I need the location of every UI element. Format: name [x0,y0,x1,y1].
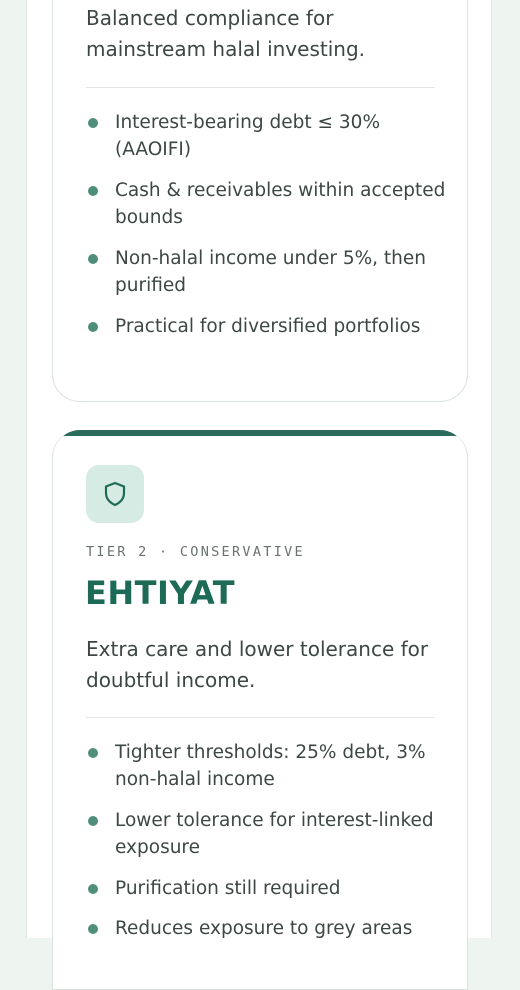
list-item [86,313,446,340]
card-accent-bar [53,430,467,436]
tier-card-balanced [52,0,468,402]
feature-text: Reduces exposure to grey areas [115,918,413,939]
divider [86,87,435,88]
list-item [86,109,446,163]
tier-label: TIER 2 · CONSERVATIVE [86,544,305,560]
list-item [86,807,446,861]
list-item [86,875,446,902]
feature-list [86,739,446,942]
feature-text: Non-halal income under 5%, then purified [115,248,427,296]
bullet-dot-icon [88,186,98,196]
feature-text: Lower tolerance for interest-linked exposure [115,810,434,858]
tier-description: Balanced compliance for mainstream halal investing. [86,6,365,61]
feature-text: Tighter thresholds: 25% debt, 3% non-halal income [115,742,426,790]
tier-card-ehtiyat[interactable] [52,430,468,990]
bullet-dot-icon [88,322,98,332]
bullet-dot-icon [88,924,98,934]
tier-title: EHTIYAT [85,574,236,612]
tier-description: Extra care and lower tolerance for doubtful income. [86,637,429,692]
bullet-dot-icon [88,254,98,264]
icon-tile [86,465,144,523]
bullet-dot-icon [88,748,98,758]
feature-text: Cash & receivables within accepted bounds [115,180,446,228]
list-item [86,177,446,231]
list-item [86,245,446,299]
list-item [86,739,446,793]
bullet-dot-icon [88,816,98,826]
shield-icon [103,481,127,507]
feature-text: Purification still required [115,878,341,899]
feature-text: Practical for diversified portfolios [115,316,421,337]
feature-list [86,109,446,340]
divider [86,717,435,718]
bullet-dot-icon [88,884,98,894]
bullet-dot-icon [88,118,98,128]
feature-text: Interest-bearing debt ≤ 30% (AAOIFI) [115,112,381,160]
